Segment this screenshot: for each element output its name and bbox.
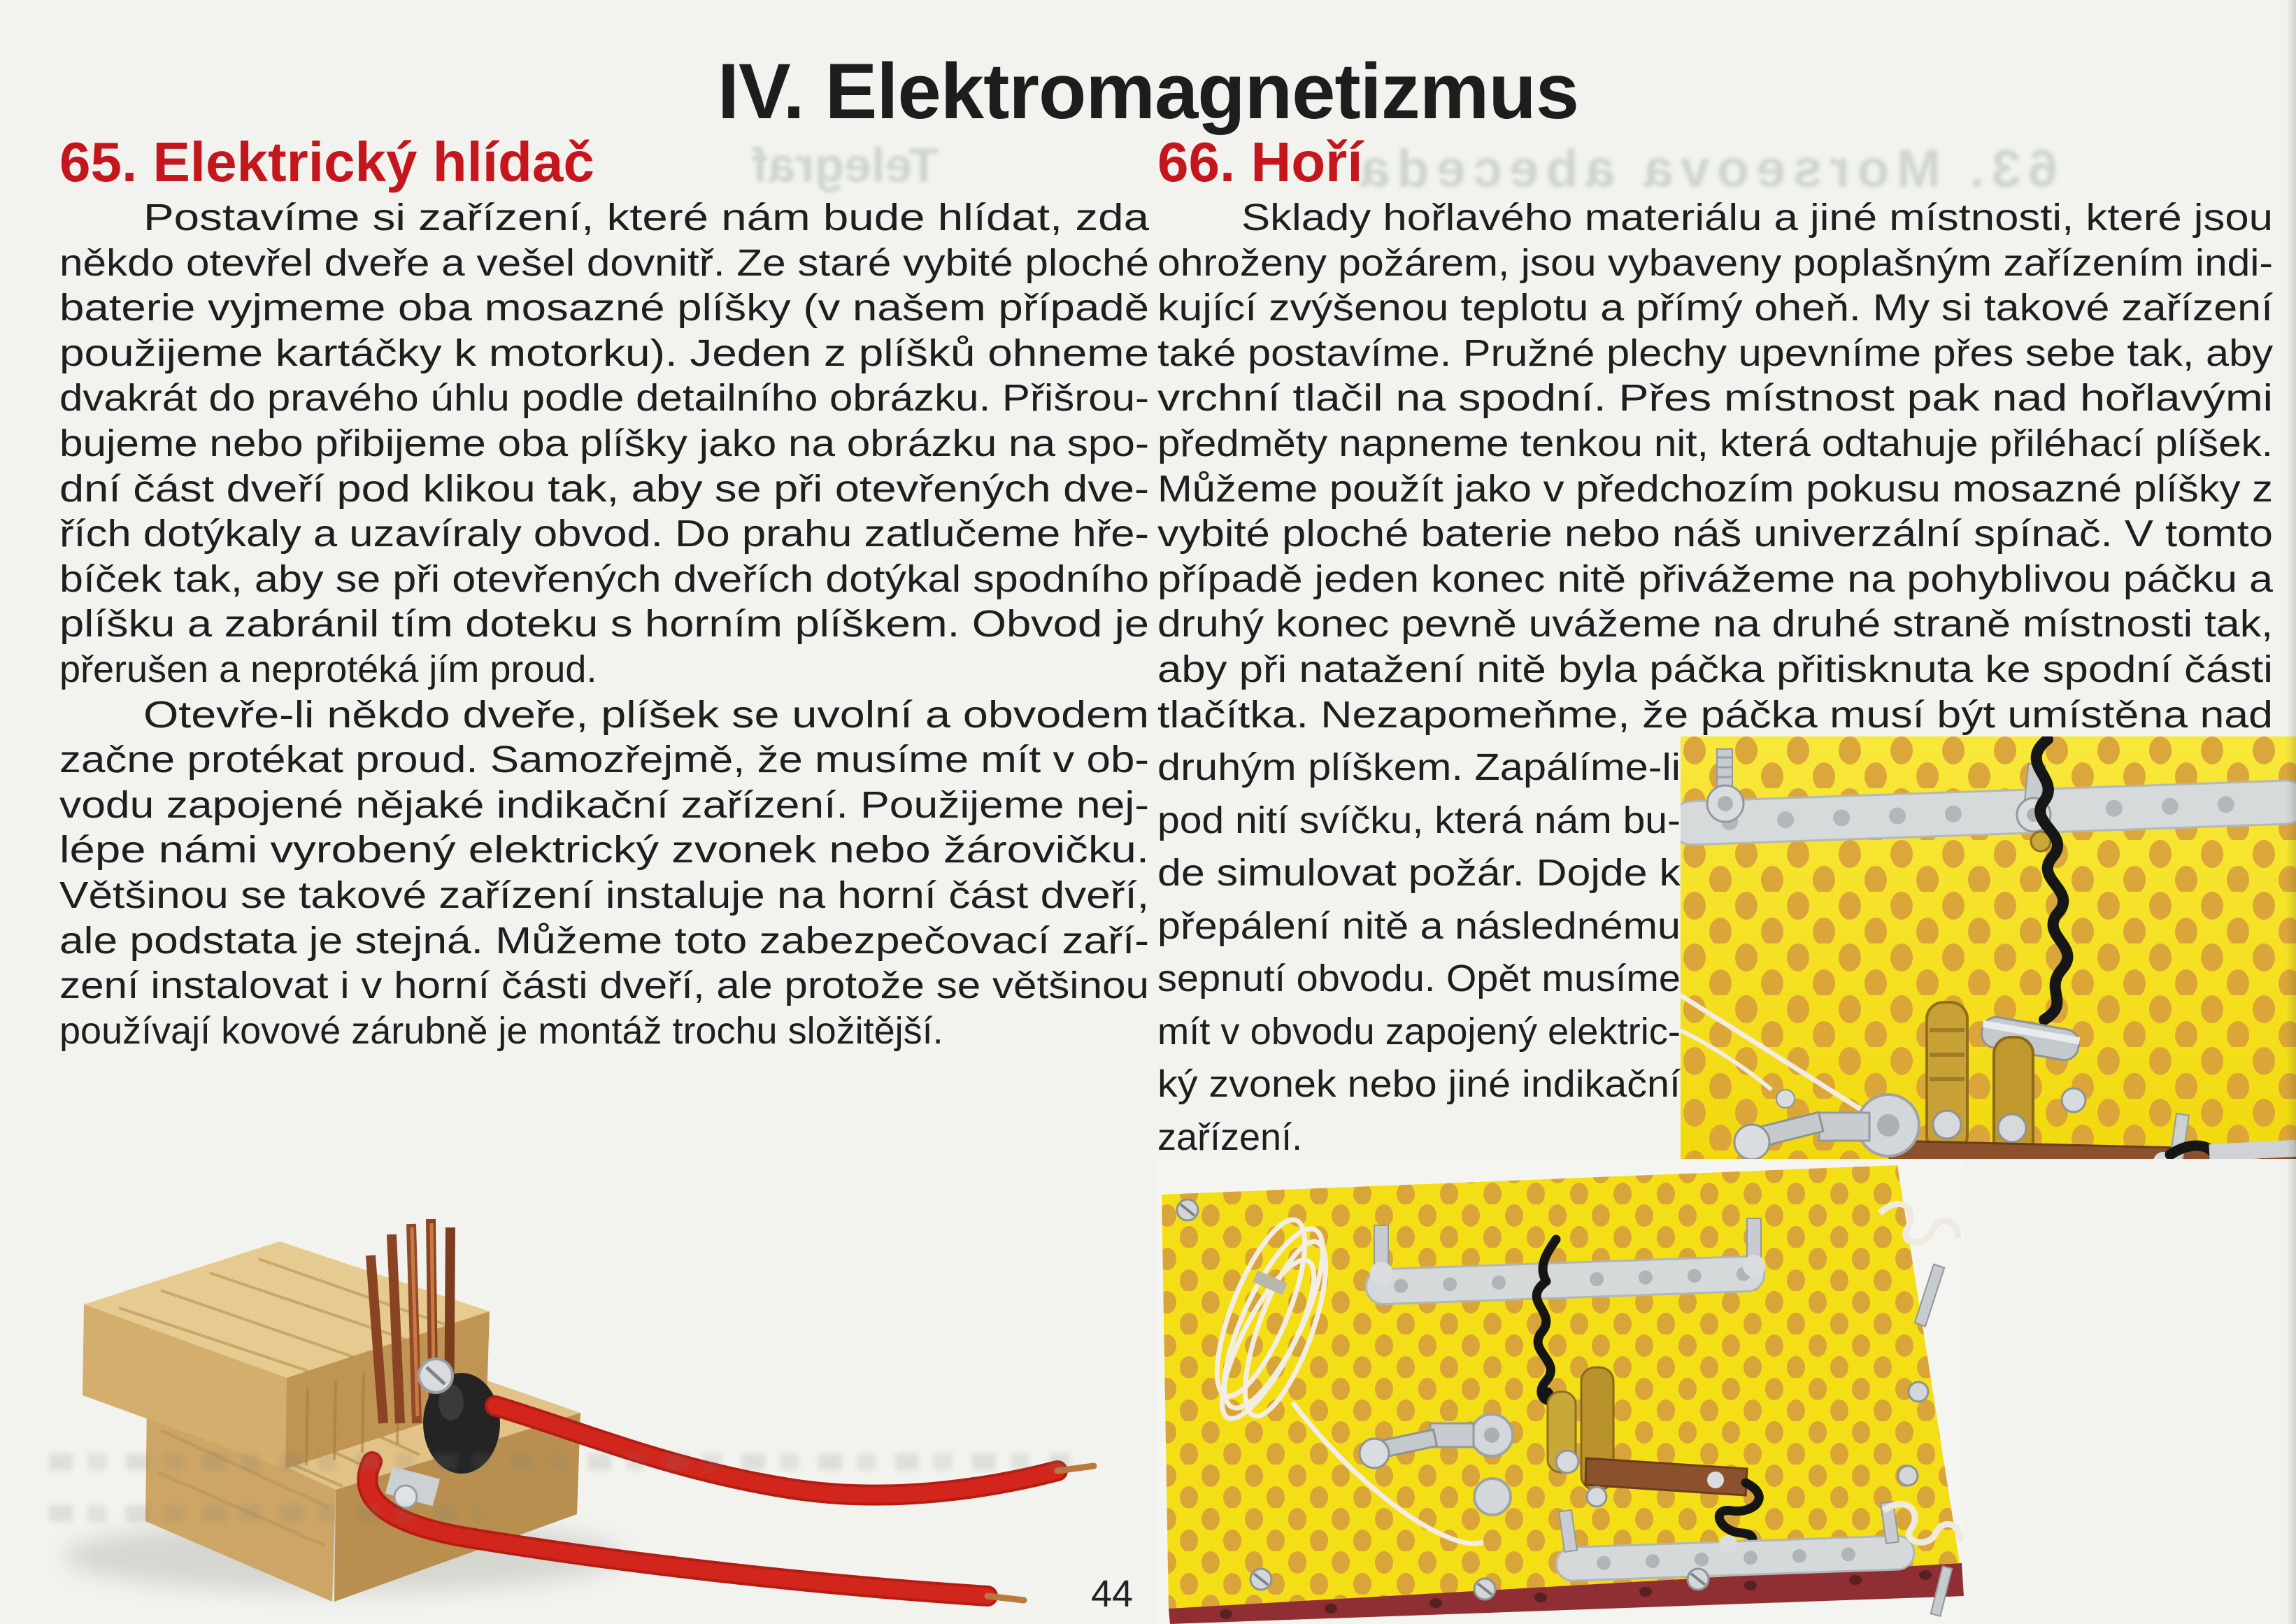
text-line: bíček tak, aby se při otevřených dveřích dotýkal spodního [59, 557, 1149, 600]
text-line: přerušen a neprotéká jím proud. [59, 648, 597, 690]
photo-perfboard-detail [1681, 736, 2296, 1159]
text-line: zařízení. [1157, 1116, 1303, 1158]
text-line: vybité ploché baterie nebo náš univerzální spínač. V tomto [1157, 513, 2273, 555]
text-line: Můžeme použít jako v předchozím pokusu mosazné plíšky z [1157, 467, 2273, 510]
text-line: druhým plíškem. Zapálíme-li [1157, 746, 1681, 788]
text-line: vrchní tlačil na spodní. Přes místnost pak nad hořlavými [1157, 377, 2273, 420]
text-line: bujeme nebo přibijeme oba plíšky jako na obrázku na spo- [59, 422, 1149, 464]
text-line: Sklady hořlavého materiálu a jiné místnosti, které jsou [1241, 197, 2273, 238]
text-line: někdo otevřel dveře a vešel dovnitř. Ze staré vybité ploché [59, 241, 1149, 284]
right-column-narrow [1157, 741, 1681, 1164]
text-line: ký zvonek nebo jiné indikační [1157, 1063, 1681, 1105]
text-line: řích dotýkaly a uzavíraly obvod. Do prahu zatlučeme hře- [59, 513, 1149, 555]
text-line: kující zvýšenou teplotu a přímý oheň. My si takové zařízení [1157, 287, 2273, 329]
text-line: sepnutí obvodu. Opět musíme [1157, 957, 1681, 999]
scan-edge-shadow [2286, 0, 2296, 1624]
right-column [1157, 195, 2273, 737]
left-column [59, 195, 1149, 1053]
photo-door-guard-device [42, 1192, 1105, 1612]
text-line: vodu zapojené nějaké indikační zařízení. Použijeme nej- [59, 783, 1149, 826]
text-line: případě jeden konec nitě přivážeme na pohyblivou páčku a [1157, 557, 2273, 600]
text-line: použijeme kartáčky k motorku). Jeden z plíšků ohneme [59, 332, 1149, 374]
text-line: dvakrát do pravého úhlu podle detailního obrázku. Přišrou- [59, 377, 1149, 420]
section-heading-65: 65. Elektrický hlídač [59, 131, 594, 193]
bleedthrough-text-right: 63. Morseova abeceda [1353, 139, 2058, 199]
text-line: také postavíme. Pružné plechy upevníme přes sebe tak, aby [1157, 332, 2273, 374]
text-line: dní část dveří pod klikou tak, aby se při otevřených dve- [59, 467, 1149, 510]
text-line: Otevře-li někdo dveře, plíšek se uvolní a obvodem [143, 693, 1149, 736]
text-line: tlačítka. Nezapomeňme, že páčka musí být umístěna nad [1157, 693, 2273, 736]
text-line: lépe námi vyrobený elektrický zvonek nebo žárovičku. [59, 829, 1149, 871]
text-line: začne protékat proud. Samozřejmě, že musíme mít v ob- [59, 739, 1150, 781]
chapter-title: IV. Elektromagnetizmus [717, 48, 1579, 135]
text-line: ale podstata je stejná. Můžeme toto zabezpečovací zaří- [59, 919, 1149, 962]
section-heading-66: 66. Hoří [1157, 131, 1363, 193]
text-line: ohroženy požárem, jsou vybaveny poplašným zařízením indi- [1157, 241, 2273, 284]
bleedthrough-band [49, 1453, 1070, 1470]
text-line: předměty napneme tenkou nit, která odtahuje přiléhací plíšek. [1157, 422, 2273, 464]
page-number: 44 [1091, 1573, 1134, 1615]
bleedthrough-band [49, 1505, 483, 1522]
text-line: druhý konec pevně uvážeme na druhé straně místnosti tak, [1157, 603, 2273, 646]
red-wire-upper [495, 1406, 1094, 1495]
text-line: zení instalovat i v horní části dveří, ale protože se většinou [59, 964, 1149, 1007]
text-line: aby při natažení nitě byla páčka přitisknuta ke spodní části [1157, 648, 2273, 690]
text-line: Většinou se takové zařízení instaluje na horní část dveří, [59, 874, 1149, 916]
bleedthrough-text-left: Telegraf [752, 138, 939, 192]
text-line: mít v obvodu zapojený elektric- [1157, 1010, 1681, 1053]
photo-perfboard-full [1156, 1161, 1965, 1624]
text-line: pod nití svíčku, která nám bu- [1157, 799, 1681, 841]
text-line: de simulovat požár. Dojde k [1157, 852, 1681, 894]
spacer-pulley [1474, 1479, 1511, 1515]
text-line: Postavíme si zařízení, které nám bude hlídat, zda [143, 197, 1149, 238]
text-line: plíšku a zabránil tím doteku s horním plíškem. Obvod je [59, 603, 1150, 646]
text-line: přepálení nitě a následnému [1157, 904, 1681, 947]
text-line: používají kovové zárubně je montáž trochu složitější. [59, 1009, 943, 1052]
text-line: baterie vyjmeme oba mosazné plíšky (v našem případě [59, 287, 1149, 329]
